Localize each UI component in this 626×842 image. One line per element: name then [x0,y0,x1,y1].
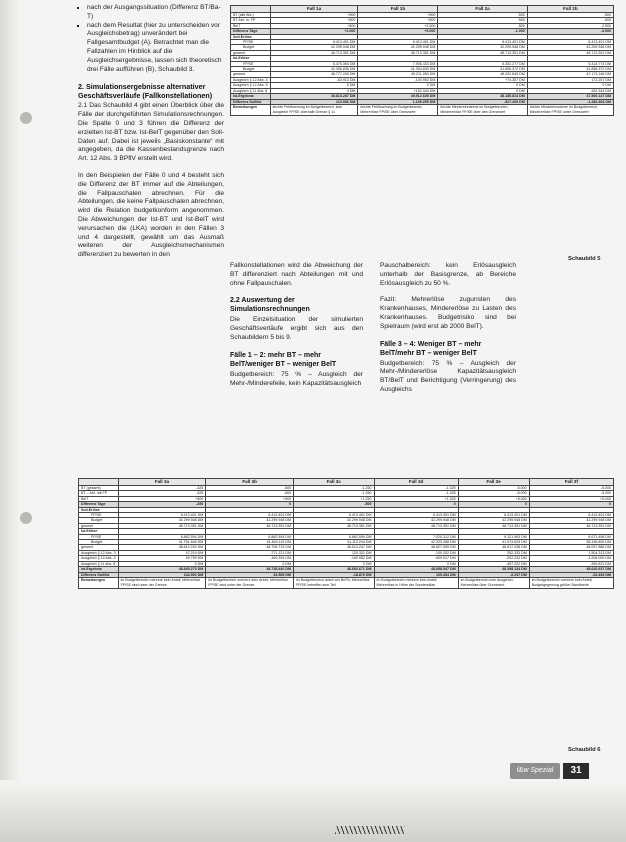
table-cell: 48.849.273 DM [118,567,206,572]
table-cell: 6.671.498 DM [529,534,613,539]
row-label: Soll-Erlöse [231,34,271,39]
table-cell: 48.858.547 DM [374,567,458,572]
table-cell: 42.299.948 DM [527,45,613,50]
table-cell: -5.000 [529,491,613,496]
paragraph: Fallkonstellationen wird die Abweichung der BT differenziert nach Abteilungen mit und ohne Fallpauschalen. [230,262,363,287]
row-label: BT Abt. m. FP [231,18,271,23]
table-cell: 48.738.440 DM [206,567,294,572]
table-cell: 6.413.401 DM [293,513,374,518]
table-cell: -500 [293,502,374,507]
table-cell: 49.799 DM [118,556,206,561]
table-cell: 48.713.351 DM [374,523,458,528]
table-cell: 105.454 DM [374,572,458,577]
note-cell: im Budgetbereich Anteil am BelTe; Mehrerlöse FP/SE betreffen zum Teil [293,577,374,588]
table-cell: +500 [270,23,358,28]
table-cell: -5.000 [458,486,529,491]
table-cell: 48.706.713 DM [206,545,294,550]
row-label: FP/SE [79,513,119,518]
table-cell: 0 DM [270,88,358,93]
figure-caption: Schaubild 6 [568,747,601,753]
table-cell: -63.494 DM [529,572,613,577]
row-label: Ist-Ergebnis [231,94,271,99]
table-cell: 49.211.263 DM [358,72,438,77]
table-cell: 48.713.351 DM [206,523,294,528]
table-cell: +500 [118,496,206,501]
section-heading: 2. Simulationsergebnisse alternativer Geschäftsverläufe (Fallkonstellationen) [78,82,213,101]
paragraph: Die Einzelsituation der simulierten Geschäftsverläufe ergibt sich aus den Schaubildern 5 bis 9. [230,316,363,341]
data-table-schaubild-5 [230,5,614,116]
row-label: Bemerkungen [79,577,119,588]
table-cell: 48.713.351 DM [270,50,358,55]
table-cell: -63.913 DM [270,77,358,82]
table-cell: -325 [118,486,206,491]
column-header: Fall 1a [270,6,358,13]
table-cell: -250 [118,502,206,507]
column-header [79,479,119,486]
table-cell: 48.614.240 DM [118,545,206,550]
table-cell: 6.413.401 DM [374,513,458,518]
table-cell: 48.713.351 DM [293,523,374,528]
row-label: Soll-Erlöse [79,507,119,512]
row-label: gesamt [79,545,119,550]
table-cell: 34.989 DM [206,572,294,577]
column-header: Fall 2b [527,6,613,13]
table-cell: 48.713.351 DM [529,523,613,528]
table-cell: 144.902 DM [118,572,206,577]
paragraph: 2.1 Das Schaubild 4 gibt einen Überblick über die Fälle der durchgeführten Simulationsrechnungen. Die Spalte 0 und 3 führen die Differenz der erzielten Ist-BT bzw. Ist-BelT gegenüber den Soll-Daten auf. Dabei ist jeweils „Basiskonstante“ mit angegeben, da die Kassenbestandsgrenze nach Art. 12 Abs. 3 BPflV erstellt wird. [78,102,224,163]
row-label: Ist-Erlöse [231,56,271,61]
row-label: BelT [231,23,271,28]
table-cell: 47.219 DM [118,550,206,555]
bullet-list [78,4,224,74]
text-column-middle [230,262,363,396]
note-cell: im Budgetbereich mehrere kein Anteil; Budgetgegenzug größer Bandbreite [529,577,613,588]
table-cell: +1.250 [293,496,374,501]
table-cell: -2.500 [527,23,613,28]
table-cell: 41.112.244 DM [293,540,374,545]
table-cell: -103.952 DM [358,77,438,82]
row-label: Ausgleich § 11 Abs. 8 [79,561,119,566]
scan-shadow-left [0,0,20,842]
table-cell: +500 [206,496,294,501]
table-cell: 6.413.401 DM [270,40,358,45]
table-cell: -1.325 [374,491,458,496]
table-cell: +500 [270,13,358,18]
table-cell: -1.282.404 DM [527,99,613,104]
row-label: Budget [231,67,271,72]
table-cell: 48.713.351 DM [458,523,529,528]
table-cell: 0 DM [293,561,374,566]
table-cell: 41.844.119 DM [206,540,294,545]
table-cell: 48.713.351 DM [527,50,613,55]
data-table-schaubild-6 [78,478,614,589]
note-cell: im Budgetbereich kein Ausgleich; Mehrerlöse über Grenzwert [458,577,529,588]
row-label: Differenz Soll/Ist [79,572,119,577]
table-cell: 42.299.948 DM [206,518,294,523]
column-header [231,6,271,13]
table-cell: 48.813.287 DM [270,94,358,99]
table-cell: 0 [529,502,613,507]
row-label: gesamt [79,523,119,528]
table-cell: 6.470.364 DM [270,61,358,66]
table-cell: 48.398.134 DM [458,567,529,572]
table-cell: 7.906.433 DM [358,61,438,66]
table-cell: 41.858.372 DM [527,67,613,72]
table-cell: 252.333 DM [458,550,529,555]
table-cell: 7.020.312 DM [374,534,458,539]
table-cell: 6.413.401 DM [529,513,613,518]
row-label: Ausgleich § 12 Abs. 4 [231,77,271,82]
table-cell: -3.000 [527,29,613,34]
table-cell: 48.057.886 DM [529,545,613,550]
table-row-notes [79,577,614,588]
table-cell: -609.517 DM [374,556,458,561]
table-cell: +500 [358,13,438,18]
table-cell: -5.000 [458,491,529,496]
row-label: Budget [231,45,271,50]
table-cell: -160.952 DM [293,556,374,561]
column-header: Fall 1b [358,6,438,13]
table-cell: 0 [458,502,529,507]
table-cell: 38.196.890 DM [529,540,613,545]
table-cell: 0 [206,502,294,507]
table-cell: +5.000 [458,496,529,501]
row-label: Ausgleich § 12 Abs. 4 [79,556,119,561]
table-cell: 42.299.948 DM [293,518,374,523]
table-cell: 0 [374,502,458,507]
table-cell: 42.299.948 DM [118,518,206,523]
table-cell: +3.000 [358,29,438,34]
table-cell: -1.250 [293,491,374,496]
table-cell: 1.504.313 DM [529,550,613,555]
row-label: BT (alle Abt.) [231,13,271,18]
table-cell: -500 [438,23,527,28]
row-label: Differenz Soll/Ist [231,99,271,104]
table-cell: 42.299.948 DM [458,518,529,523]
section-heading: Fälle 1 – 2: mehr BT – mehr BelT/weniger BT – weniger BelT [230,351,337,368]
table-cell: -1.206.000 DM [529,556,613,561]
table-cell: +2.500 [358,23,438,28]
row-label: gesamt [231,72,271,77]
table-cell: -1.000 [438,29,527,34]
table-cell: +74.357 DM [438,77,527,82]
table-cell: 41.751.646 DM [118,540,206,545]
paragraph: Pauschalbereich: kein Erlösausgleich unterhalb der Basisgrenze, ab Bereiche Erlösausgleich zu 50 %. [380,262,516,287]
table-cell: -527.409 DM [438,99,527,104]
table-cell: 6.352.277 DM [438,61,527,66]
table-cell: 6.413.401 DM [358,40,438,45]
table-cell: -457.222 DM [458,561,529,566]
column-header: Fall 3d [374,479,458,486]
table-cell: -500 [206,486,294,491]
table-cell: +500 [358,18,438,23]
table-row-notes [231,104,614,115]
table-cell: -5.000 [529,486,613,491]
note-cell: leichte Fehlbuchung im Budgetbereich, kein Ausgleich FP/SE oberhalb Grenze § 11 [270,104,358,115]
table-cell: 0 DM [527,83,613,88]
pen-scribble [335,826,405,834]
table-cell: 49.912.605 DM [358,94,438,99]
table-cell: -152.344 DM [527,88,613,93]
table-cell: 48.620.637 DM [529,567,613,572]
table-cell: +152.344 DM [358,88,438,93]
table-cell: -325 [118,491,206,496]
table-cell: 6.862.599 DM [293,534,374,539]
table-cell: +1.325 [374,496,458,501]
table-cell: -1.325 [374,486,458,491]
table-cell: -500 [527,13,613,18]
row-label: BT (gesamt) [79,486,119,491]
section-heading: 2.2 Auswertung der Simulationsrechnungen [230,297,310,314]
table-cell: 48.202.649 DM [438,72,527,77]
punch-hole [20,512,32,524]
column-header: Fall 2a [438,6,527,13]
table-cell: 48.713.351 DM [438,50,527,55]
column-header: Fall 3f [529,479,613,486]
row-label: Bemerkungen [231,104,271,115]
row-label: Ist-Ergebnis [79,567,119,572]
table-cell: 120.321 DM [293,550,374,555]
table-cell: -500 [206,491,294,496]
table-header-row [79,479,614,486]
table-header-row [231,6,614,13]
table-cell: 0 DM [206,561,294,566]
note-cell: im Budgetbereich mehrere kein Anteil; Mehrerlöse FP/SE sind unter der Grenze [118,577,206,588]
table-cell: 271.121 DM [206,550,294,555]
paragraph: Budgetbereich: 75 % – Ausgleich der Mehr-/Minderefeile, kein Kapazitätsausgleich [230,370,363,387]
table-cell: 6.413.401 DM [527,40,613,45]
page-number: 31 [563,763,589,779]
table-cell: 41.304.830 DM [358,67,438,72]
row-label: BT – Abt. mit FP [79,491,119,496]
table-cell: 42.299.948 DM [358,45,438,50]
table-cell: 113.936 DM [270,99,358,104]
bullet-item: ▪ nach der Ausgangssituation (Differenz BT/Ba-T) [87,4,224,22]
note-cell: im Budgetbereich mehrere kein Anteil; Mehrerlöse FP/SE sind unter der Grenze [206,577,294,588]
row-label: FP/SE [231,40,271,45]
table-cell: 0 DM [438,83,527,88]
row-label: Differenz Tage [231,29,271,34]
punch-hole [20,112,32,124]
table-cell: 42.299.948 DM [374,518,458,523]
table-cell: 6.413.401 DM [206,513,294,518]
brand-logo: f&w Spezial [510,763,560,779]
paragraph: In den Beispielen der Fälle 0 und 4 besteht sich die Differenz der BT immer auf die Abteilungen, die Fallpauschalen abrechnen. Für die Abteilungen, die keine Fallpauschalen abrechnen, wird die Relation budgetkonform angenommen. Die Abweichungen der Ist-BT und Ist-BelT wird verursachen die (LKA) worden in den Fällen 3 und 4 dargestellt, gewählt um das Ausmaß weiteren der Ausgleichsmechanismen differenziert zu bewerten in den [78,171,224,259]
table-cell: 6.413.401 DM [438,40,527,45]
table-cell: 41.574.625 DM [458,540,529,545]
table-cell: 42.299.948 DM [270,45,358,50]
column-header: Fall 3e [458,479,529,486]
table-cell: -390.621 DM [529,561,613,566]
section-heading: Fälle 3 – 4: Weniger BT – mehr BelT/mehr BT – weniger BelT [380,340,482,357]
table-cell: 48.013.247 DM [293,545,374,550]
column-header: Fall 3c [293,479,374,486]
figure-caption: Schaubild 5 [568,256,601,262]
table-cell: 9.121.993 DM [458,534,529,539]
table-cell: 5.314.774 DM [527,61,613,66]
row-label: gesamt [231,50,271,55]
table-cell: -1.250 [293,486,374,491]
note-cell: im Budgetbereich mehrere kein Anteil; Mehrerlöse in Höhe der Sondersätze [374,577,458,588]
table-cell: +500 [270,18,358,23]
text-column-right [380,262,516,403]
table-cell: +5.000 [529,496,613,501]
table-cell: 48.777.200 DM [270,72,358,77]
table-cell: 6.862.594 DM [206,534,294,539]
text-column-left [78,4,224,268]
table-cell: -9.247 DM [458,572,529,577]
note-cell: leichte Mindereinnahme im Budgetbereich, Mindererlöse FP/SE über den Grenzwert [438,104,527,115]
table-cell: 0 DM [270,83,358,88]
table-cell: 42.306.836 DM [270,67,358,72]
table-cell: 48.713.351 DM [118,523,206,528]
table-cell: 0 DM [118,561,206,566]
row-label: Ist-Erlöse [79,529,119,534]
scan-shadow-bottom [0,780,626,842]
table-cell: 48.692.671 DM [293,567,374,572]
table-cell: 6.862.594 DM [118,534,206,539]
table-cell: -500 [527,18,613,23]
paragraph: Fazit: Mehrerlöse zugunsten des Krankenhauses, Mindererlöse zu Lasten des Krankenhauses. Budgetrisiko sind bei Spielraum (wird erst ab 2000 BelT). [380,296,516,330]
table-cell: 6.413.401 DM [118,513,206,518]
table-cell: -100.202 DM [374,550,458,555]
table-cell: 48.827.595 DM [374,545,458,550]
table-cell: -160.394 DM [206,556,294,561]
row-label: BelT [79,496,119,501]
table-cell: -18.876 DM [293,572,374,577]
table-cell: -202.232 DM [458,556,529,561]
table-cell: -500 [438,13,527,18]
row-label: FP/SE [231,61,271,66]
paragraph: Budgetbereich: 75 % – Ausgleich der Mehr-/Mindererlöse Kapazitätsausgleich BT/BelT und Berichtigung (Verringerung) des Ausgleichs [380,359,516,393]
table-cell: 0 DM [438,88,527,93]
row-label: Ausgleich § 11 Abs. 8 [231,88,271,93]
table-cell: 42.299.948 DM [529,518,613,523]
row-label: Ausgleich § 12 Abs. 3 [79,550,119,555]
bullet-item: ▪ nach dem Resultat (hier zu unterscheiden vor Ausgleichsbetrag) unverändert bei Fallgesamtbudget (A). Betrachtet man die Fallzahlen im Hinblick auf die Ausgleichsergebnisse, lassen sich theoretisch drei Fälle aufführen (B), Schaubild 3. [87,22,224,75]
table-cell: 48.817.438 DM [458,545,529,550]
row-label: Budget [79,540,119,545]
table-cell: 41.850.372 DM [438,67,527,72]
note-cell: leichte Fehlbuchung im Budgetbereich, Mehrerlöse FP/SE über Grenzwert [358,104,438,115]
table-cell: 1.199.255 DM [358,99,438,104]
row-label: Budget [79,518,119,523]
table-cell: 47.173.146 DM [527,72,613,77]
table-cell: 47.500.147 DM [527,94,613,99]
note-cell: leichte Mindereinnahme im Budgetbereich, Mindererlöse FP/SE unter Grenzwert [527,104,613,115]
table-cell: 42.299.948 DM [438,45,527,50]
table-cell: 6.413.401 DM [458,513,529,518]
table-cell: 48.185.814 DM [438,94,527,99]
table-cell: 48.713.351 DM [358,50,438,55]
table-cell: +1.000 [270,29,358,34]
column-header: Fall 3b [206,479,294,486]
table-cell: 173.257 DM [527,77,613,82]
column-header: Fall 3a [118,479,206,486]
row-label: Ausgleich § 12 Abs. 5 [231,83,271,88]
row-label: FP/SE [79,534,119,539]
table-cell: -500 [438,18,527,23]
table-cell: 0 DM [358,83,438,88]
table-cell: 42.323.288 DM [374,540,458,545]
row-label: Differenz Tage [79,502,119,507]
table-cell: 0 DM [374,561,458,566]
